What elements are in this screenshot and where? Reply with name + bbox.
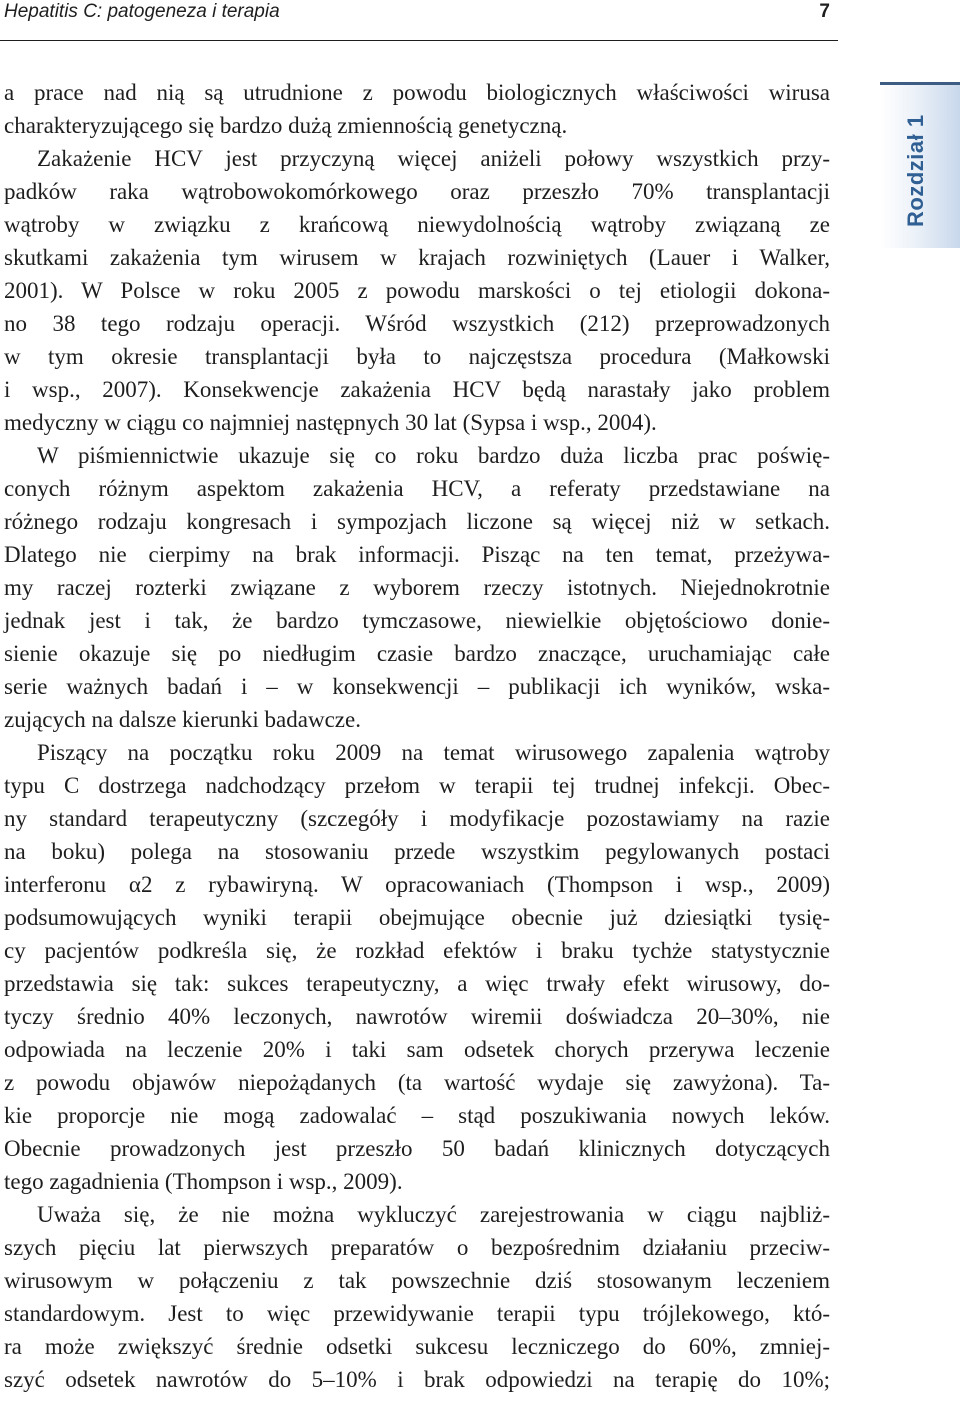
body-line: skutkami zakażenia tym wirusem w krajach rozwiniętych (Lauer i Walker, (4, 245, 830, 270)
body-line: interferonu α2 z rybawiryną. W opracowaniach (Thompson i wsp., 2009) (4, 872, 830, 897)
body-line: różnego rodzaju kongresach i sympozjach liczone są więcej niż w setkach. (4, 509, 830, 534)
body-line: Uważa się, że nie można wykluczyć zarejestrowania w ciągu najbliż- (37, 1202, 830, 1227)
body-line: i wsp., 2007). Konsekwencje zakażenia HCV będą narastały jako problem (4, 377, 830, 402)
body-line: padków raka wątrobowokomórkowego oraz przeszło 70% transplantacji (4, 179, 830, 204)
body-line: medyczny w ciągu co najmniej następnych 30 lat (Sypsa i wsp., 2004). (4, 410, 657, 435)
page-number: 7 (819, 1, 830, 22)
body-line: Zakażenie HCV jest przyczyną więcej aniżeli połowy wszystkich przy- (37, 146, 830, 171)
body-line: charakteryzującego się bardzo dużą zmiennością genetyczną. (4, 113, 568, 138)
body-line: Obecnie prowadzonych jest przeszło 50 badań klinicznych dotyczących (4, 1136, 830, 1161)
body-line: W piśmiennictwie ukazuje się co roku bardzo duża liczba prac poświę- (37, 443, 830, 468)
body-line: Dlatego nie cierpimy na brak informacji. Pisząc na ten temat, przeżywa- (4, 542, 830, 567)
chapter-side-tab (880, 82, 960, 248)
body-line: no 38 tego rodzaju operacji. Wśród wszystkich (212) przeprowadzonych (4, 311, 830, 336)
body-line: przedstawia się tak: sukces terapeutyczny, a więc trwały efekt wirusowy, do- (4, 971, 830, 996)
body-line: odpowiada na leczenie 20% i taki sam odsetek chorych przerywa leczenie (4, 1037, 830, 1062)
body-line: serie ważnych badań i – w konsekwencji – publikacji ich wyników, wska- (4, 674, 830, 699)
body-line: podsumowujących wyniki terapii obejmujące obecnie już dziesiątki tysię- (4, 905, 830, 930)
body-line: szyć odsetek nawrotów do 5–10% i brak odpowiedzi na terapię do 10%; (4, 1367, 830, 1392)
body-line: tyczy średnio 40% leczonych, nawrotów wiremii doświadcza 20–30%, nie (4, 1004, 830, 1029)
body-line: tego zagadnienia (Thompson i wsp., 2009). (4, 1169, 403, 1194)
running-header-title: Hepatitis C: patogeneza i terapia (4, 1, 280, 22)
body-line: standardowym. Jest to więc przewidywanie terapii typu trójlekowego, któ- (4, 1301, 830, 1326)
body-line: jednak jest i tak, że bardzo tymczasowe, niewielkie objętościowo donie- (4, 608, 830, 633)
body-line: zujących na dalsze kierunki badawcze. (4, 707, 361, 732)
body-line: my raczej rozterki związane z wyborem rzeczy istotnych. Niejednokrotnie (4, 575, 830, 600)
body-line: sienie okazuje się po niedługim czasie bardzo znaczące, uruchamiając całe (4, 641, 830, 666)
body-line: wirusowym w połączeniu z tak powszechnie dziś stosowanym leczeniem (4, 1268, 830, 1293)
header-rule (0, 40, 838, 41)
body-line: typu C dostrzega nadchodzący przełom w terapii tej trudnej infekcji. Obec- (4, 773, 830, 798)
body-line: szych pięciu lat pierwszych preparatów o bezpośrednim działaniu przeciw- (4, 1235, 830, 1260)
body-text (4, 76, 830, 1396)
body-line: wątroby w związku z krańcową niewydolnością wątroby związaną ze (4, 212, 830, 237)
body-line: a prace nad nią są utrudnione z powodu biologicznych właściwości wirusa (4, 80, 830, 105)
body-line: 2001). W Polsce w roku 2005 z powodu marskości o tej etiologii dokona- (4, 278, 830, 303)
body-line: cy pacjentów podkreśla się, że rozkład efektów i braku tychże statystycznie (4, 938, 830, 963)
body-line: w tym okresie transplantacji była to najczęstsza procedura (Małkowski (4, 344, 830, 369)
running-header (4, 0, 830, 26)
body-line: ra może zwiększyć średnie odsetki sukcesu leczniczego do 60%, zmniej- (4, 1334, 830, 1359)
body-line: conych różnym aspektom zakażenia HCV, a referaty przedstawiane na (4, 476, 830, 501)
chapter-side-tab-label: Rozdział 1 (903, 114, 928, 228)
body-line: kie proporcje nie mogą zadowalać – stąd poszukiwania nowych leków. (4, 1103, 830, 1128)
body-line: na boku) polega na stosowaniu przede wszystkim pegylowanych postaci (4, 839, 830, 864)
body-line: Piszący na początku roku 2009 na temat wirusowego zapalenia wątroby (37, 740, 830, 765)
body-line: z powodu objawów niepożądanych (ta wartość wydaje się zawyżona). Ta- (4, 1070, 830, 1095)
body-line: ny standard terapeutyczny (szczegóły i modyfikacje pozostawiamy na razie (4, 806, 830, 831)
